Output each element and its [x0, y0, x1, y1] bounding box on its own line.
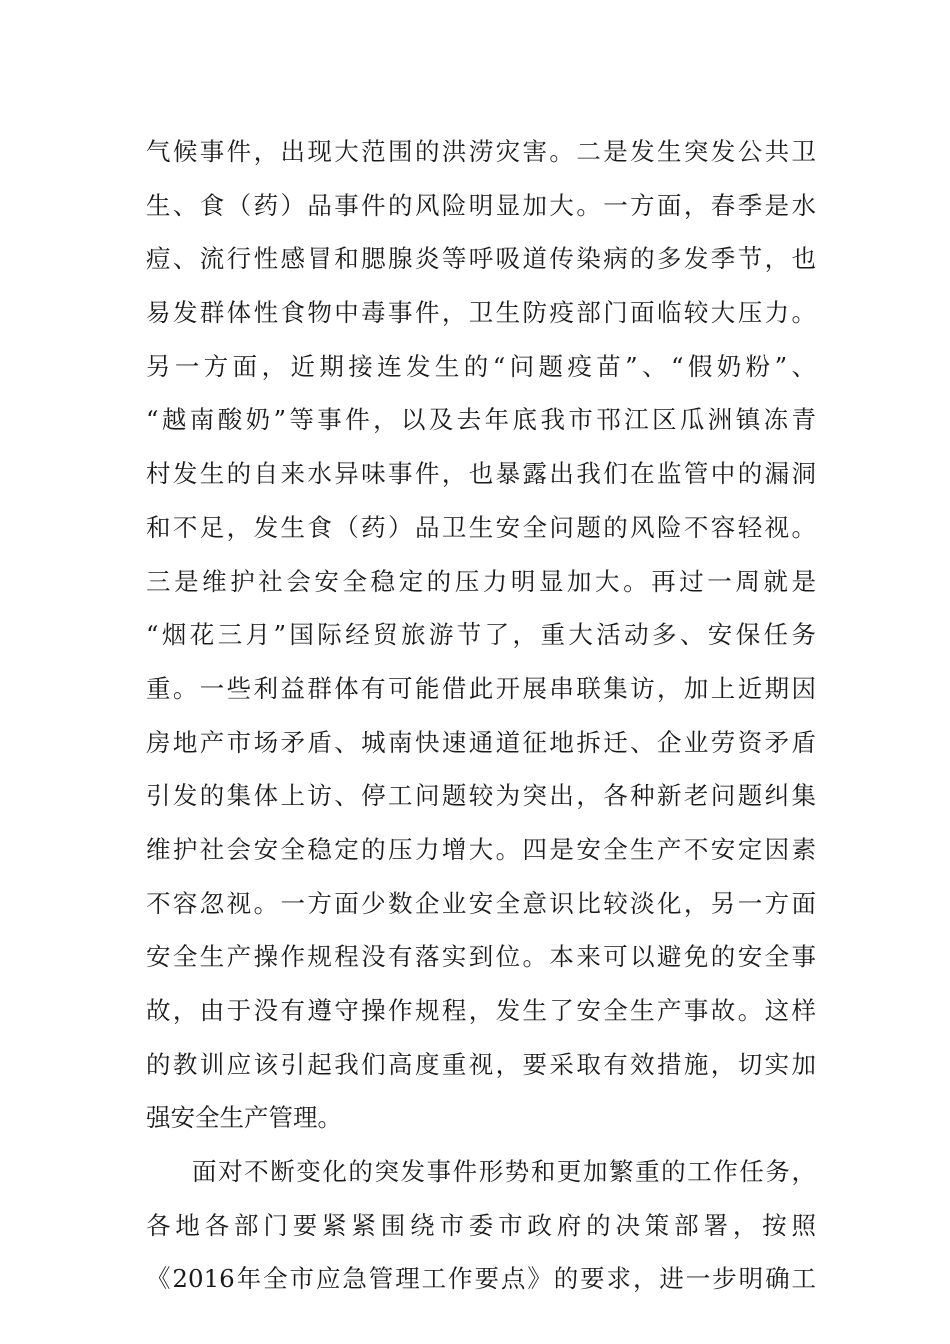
text-line: 村发生的自来水异味事件，也暴露出我们在监管中的漏洞 [146, 459, 816, 489]
text-line: 的教训应该引起我们高度重视，要采取有效措施，切实加 [146, 1049, 816, 1079]
text-line: 痘、流行性感冒和腮腺炎等呼吸道传染病的多发季节，也 [146, 244, 816, 274]
text-line: 三是维护社会安全稳定的压力明显加大。再过一周就是 [146, 566, 816, 596]
text-line: 引发的集体上访、停工问题较为突出，各种新老问题纠集 [146, 781, 816, 811]
text-line: 气候事件，出现大范围的洪涝灾害。二是发生突发公共卫 [146, 137, 816, 166]
text-line: 另一方面，近期接连发生的“问题疫苗”、“假奶粉”、 [146, 351, 816, 381]
text-line: 维护社会安全稳定的压力增大。四是安全生产不安定因素 [146, 834, 816, 864]
text-line: “烟花三月”国际经贸旅游节了，重大活动多、安保任务 [146, 620, 816, 650]
text-line: 《2016年全市应急管理工作要点》的要求，进一步明确工 [146, 1264, 816, 1294]
text-line: “越南酸奶”等事件，以及去年底我市邗江区瓜洲镇冻青 [146, 405, 816, 435]
text-line: 各地各部门要紧紧围绕市委市政府的决策部署，按照 [146, 1210, 816, 1240]
text-line: 重。一些利益群体有可能借此开展串联集访，加上近期因 [146, 673, 816, 703]
text-line: 安全生产操作规程没有落实到位。本来可以避免的安全事 [146, 942, 816, 972]
text-line: 故，由于没有遵守操作规程，发生了安全生产事故。这样 [146, 996, 816, 1025]
text-line: 不容忽视。一方面少数企业安全意识比较淡化，另一方面 [146, 888, 816, 918]
text-line: 生、食（药）品事件的风险明显加大。一方面，春季是水 [146, 190, 816, 220]
text-line: 和不足，发生食（药）品卫生安全问题的风险不容轻视。 [146, 512, 816, 542]
text-line: 易发群体性食物中毒事件，卫生防疫部门面临较大压力。 [146, 298, 816, 328]
paragraph-start-line: 面对不断变化的突发事件形势和更加繁重的工作任务， [192, 1157, 816, 1187]
body-text [146, 125, 816, 1306]
text-line: 房地产市场矛盾、城南快速通道征地拆迁、企业劳资矛盾 [146, 727, 816, 757]
paragraph-end-line: 强安全生产管理。 [146, 1103, 342, 1133]
